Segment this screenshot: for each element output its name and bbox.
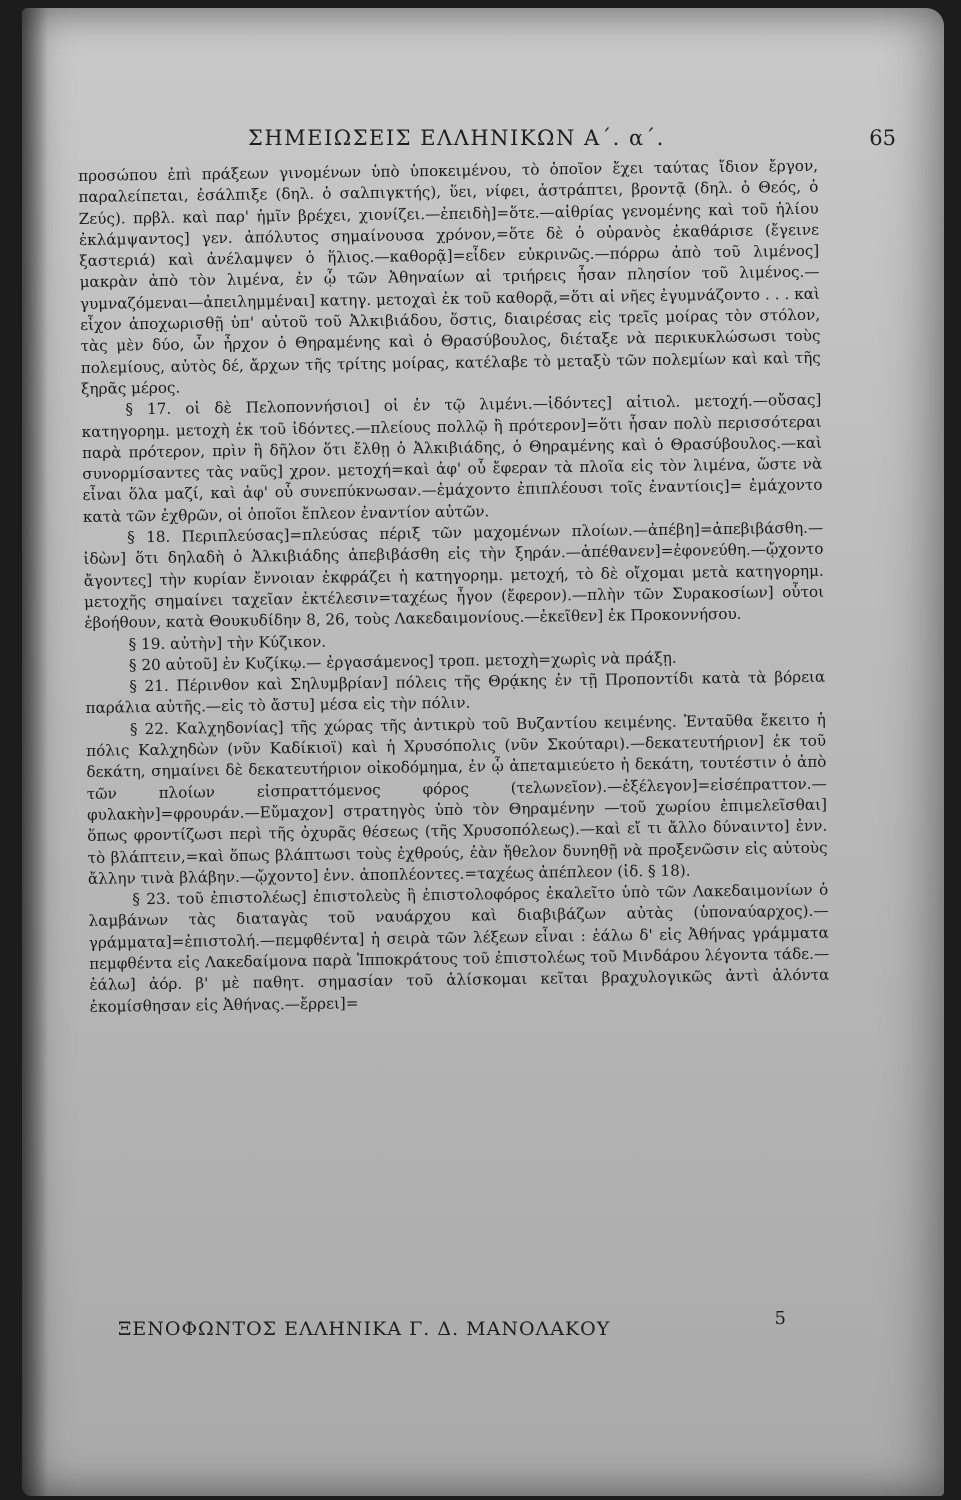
running-title: ΣΗΜΕΙΩΣΕΙΣ ΕΛΛΗΝΙΚΩΝ Α΄. α΄. bbox=[248, 126, 665, 150]
paragraph-section-22: § 22. Καλχηδονίας] τῆς χώρας τῆς ἀντικρὺ τοῦ Βυζαντίου κειμένης. Ἐνταῦθα ἔκειτο ἡ πόλις Καλχηδὼν (νῦν Καδίκιοϊ) καὶ ἡ Χρυσόπολις (νῦν Σκούταρι).—δεκατευτήριον] ἐκ τοῦ δεκάτη, σημαίνει δὲ δεκατευτήριον οἰκοδόμημα, ἐν ᾧ ἀπεταμιεύετο ἡ δεκάτη, τουτέστιν ὁ ἀπὸ τῶν πλοίων εἰσπραττόμενος φόρος (τελωνεῖον).—ἐξέλεγον]=εἰσέπραττον.—φυλακὴν]=φρουράν.—Εὔμαχον] στρατηγὸς ὑπὸ τὸν Θηραμένην —τοῦ χωρίου ἐπιμελεῖσθαι] ὅπως φροντίζωσι περὶ τῆς ὀχυρᾶς θέσεως (τῆς Χρυσοπόλεως).—καὶ εἴ τι ἄλλο δύναιντο] ἐνν. τὸ βλάπτειν,=καὶ ὅπως βλάπτωσι τοὺς ἐχθρούς, ἐὰν ἤθελον δυνηθῇ νὰ προξενῶσιν εἰς αὐτοὺς ἄλλην τινὰ βλάβην.—ᾤχοντο] ἐνν. ἀποπλέοντες.=ταχέως ἀπέπλεον (ἰδ. § 18). bbox=[86, 710, 828, 888]
paragraph-section-21: § 21. Πέρινθον καὶ Σηλυμβρίαν] πόλεις τῆς Θρᾴκης ἐν τῇ Προποντίδι κατὰ τὰ βόρεια παράλια αὐτῆς.—εἰς τὸ ἄστυ] μέσα εἰς τὴν πόλιν. bbox=[85, 667, 826, 718]
paragraph-section-19: § 19. αὐτὴν] τὴν Κύζικον. bbox=[128, 632, 327, 653]
printer-signature-line: ΞΕΝΟΦΩΝΤΟΣ ΕΛΛΗΝΙΚΑ Γ. Δ. ΜΑΝΟΛΑΚΟΥ bbox=[118, 1318, 611, 1340]
paragraph-section-23: § 23. τοῦ ἐπιστολέως] ἐπιστολεὺς ἢ ἐπιστολοφόρος ἐκαλεῖτο ὑπὸ τῶν Λακεδαιμονίων ὁ λαμβάνων τὰς διαταγὰς τοῦ ναυάρχου καὶ διαβιβάζων αὐτὰς (ὑποναύαρχος).—γράμματα]=ἐπιστολή.—πεμφθέντα] ἡ σειρὰ τῶν λέξεων εἶναι : ἑάλω δ' εἰς Ἀθήνας γράμματα πεμφθέντα εἰς Λακεδαίμονα παρὰ Ἱπποκράτους τοῦ ἐπιστολέως τοῦ Μινδάρου λέγοντα τάδε.— ἑάλω] ἀόρ. β' μὲ παθητ. σημασίαν τοῦ ἁλίσκομαι κεῖται βραχυλογικῶς ἀντὶ ἁλόντα ἐκομίσθησαν εἰς Ἀθήνας.—ἔρρει]= bbox=[88, 880, 830, 1016]
paragraph-section-17: § 17. οἱ δὲ Πελοποννήσιοι] οἱ ἐν τῷ λιμένι.—ἰδόντες] αἰτιολ. μετοχή.—οὔσας] κατηγορημ. μετοχὴ ἐκ τοῦ ἰδόντες.—πλείους πολλῷ ἢ πρότερον]=ὅτι ἦσαν πολὺ περισσότεραι παρὰ πρότερον, πρὶν ἢ δῆλον ὅτι ἔλθῃ ὁ Ἀλκιβιάδης, ὁ Θηραμένης καὶ ὁ Θρασύβουλος.—καὶ συνορμίσαντες τὰς ναῦς] χρον. μετοχή=καὶ ἀφ' οὗ ἔφεραν τὰ πλοῖα εἰς τὸν λιμένα, ὥστε νὰ εἶναι ὅλα μαζί, καὶ ἀφ' οὗ συνεπύκνωσαν.—ἐμάχοντο ἐπιπλέουσι τοῖς ἐναντίοις]= ἐμάχοντο κατὰ τῶν ἐχθρῶν, οἱ ὁποῖοι ἔπλεον ἐναντίον αὐτῶν. bbox=[81, 390, 823, 526]
paragraph-section-20: § 20 αὐτοῦ] ἐν Κυζίκῳ.— ἐργασάμενος] τροπ. μετοχὴ=χωρὶς νὰ πράξῃ. bbox=[128, 648, 677, 675]
book-page bbox=[22, 8, 944, 1496]
paragraph-section-18: § 18. Περιπλεύσας]=πλεύσας πέριξ τῶν μαχομένων πλοίων.—ἀπέβη]=ἀπεβιβάσθη.—ἰδὼν] ὅτι δηλαδὴ ὁ Ἀλκιβιάδης ἀπεβιβάσθη εἰς τὴν ξηράν.—ἀπέθανεν]=ἐφονεύθη.—ᾤχοντο ἄγοντες] τὴν κυρίαν ἔννοιαν ἐκφράζει ἡ κατηγορημ. μετοχή, τὸ δὲ οἴχομαι μετὰ κατηγορημ. μετοχῆς σημαίνει ταχεῖαν ἐκτέλεσιν=ταχέως ἦγον (ἔφερον).—πλὴν τῶν Συρακοσίων] οὗτοι ἐβοήθουν, κατὰ Θουκυδίδην 8, 26, τοὺς Λακεδαιμονίους.—ἐκεῖθεν] ἐκ Προκοννήσου. bbox=[83, 518, 825, 633]
spine-shadow bbox=[22, 8, 48, 1496]
paragraph-continuation: προσώπου ἐπὶ πράξεων γινομένων ὑπὸ ὑποκειμένου, τὸ ὁποῖον ἔχει ταύτας ἴδιον ἔργον, παραλείπεται, ἐσάλπιξε (δηλ. ὁ σαλπιγκτής), ὕει, νίφει, ἀστράπτει, βροντᾷ (δηλ. ὁ Θεός, ὁ Ζεύς). πρβλ. καὶ παρ' ἡμῖν βρέχει, χιονίζει.—ἐπειδὴ]=ὅτε.—αἰθρίας γενομένης καὶ τοῦ ἡλίου ἐκλάμψαντος] γεν. ἀπόλυτος σημαίνουσα χρόνον,=ὅτε δὲ ὁ οὐρανὸς ἐκαθάρισε (ἔγεινε ξαστεριά) καὶ ἀνέλαμψεν ὁ ἥλιος.—καθορᾷ]=εἶδεν εὐκρινῶς.—πόρρω ἀπὸ τοῦ λιμένος] μακρὰν ἀπὸ τὸν λιμένα, ἐν ᾧ τῶν Ἀθηναίων αἱ τριήρεις ἦσαν πλησίον τοῦ λιμένος.—γυμναζόμεναι—ἀπειλημμέναι] κατηγ. μετοχαὶ ἐκ τοῦ καθορᾷ,=ὅτι αἱ νῆες ἐγυμνάζοντο . . . καὶ εἶχον ἀποχωρισθῇ ὑπ' αὐτοῦ τοῦ Ἀλκιβιάδου, ὅστις, διαιρέσας εἰς τρεῖς μοίρας τὸν στόλον, τὰς μὲν δύο, ὧν ἦρχον ὁ Θηραμένης καὶ ὁ Θρασύβουλος, διέταξε νὰ περικυκλώσωσι τοὺς πολεμίους, αὐτὸς δέ, ἄρχων τῆς τρίτης μοίρας, κατέλαβε τὸ μεταξὺ τῶν πολεμίων καὶ καὶ τῆς ξηρᾶς μέρος. bbox=[78, 156, 821, 398]
page-footer bbox=[22, 1308, 944, 1348]
page-number: 65 bbox=[869, 126, 896, 150]
commentary-text bbox=[78, 156, 830, 1018]
page-header bbox=[22, 126, 944, 158]
printer-signature-number: 5 bbox=[774, 1308, 786, 1329]
